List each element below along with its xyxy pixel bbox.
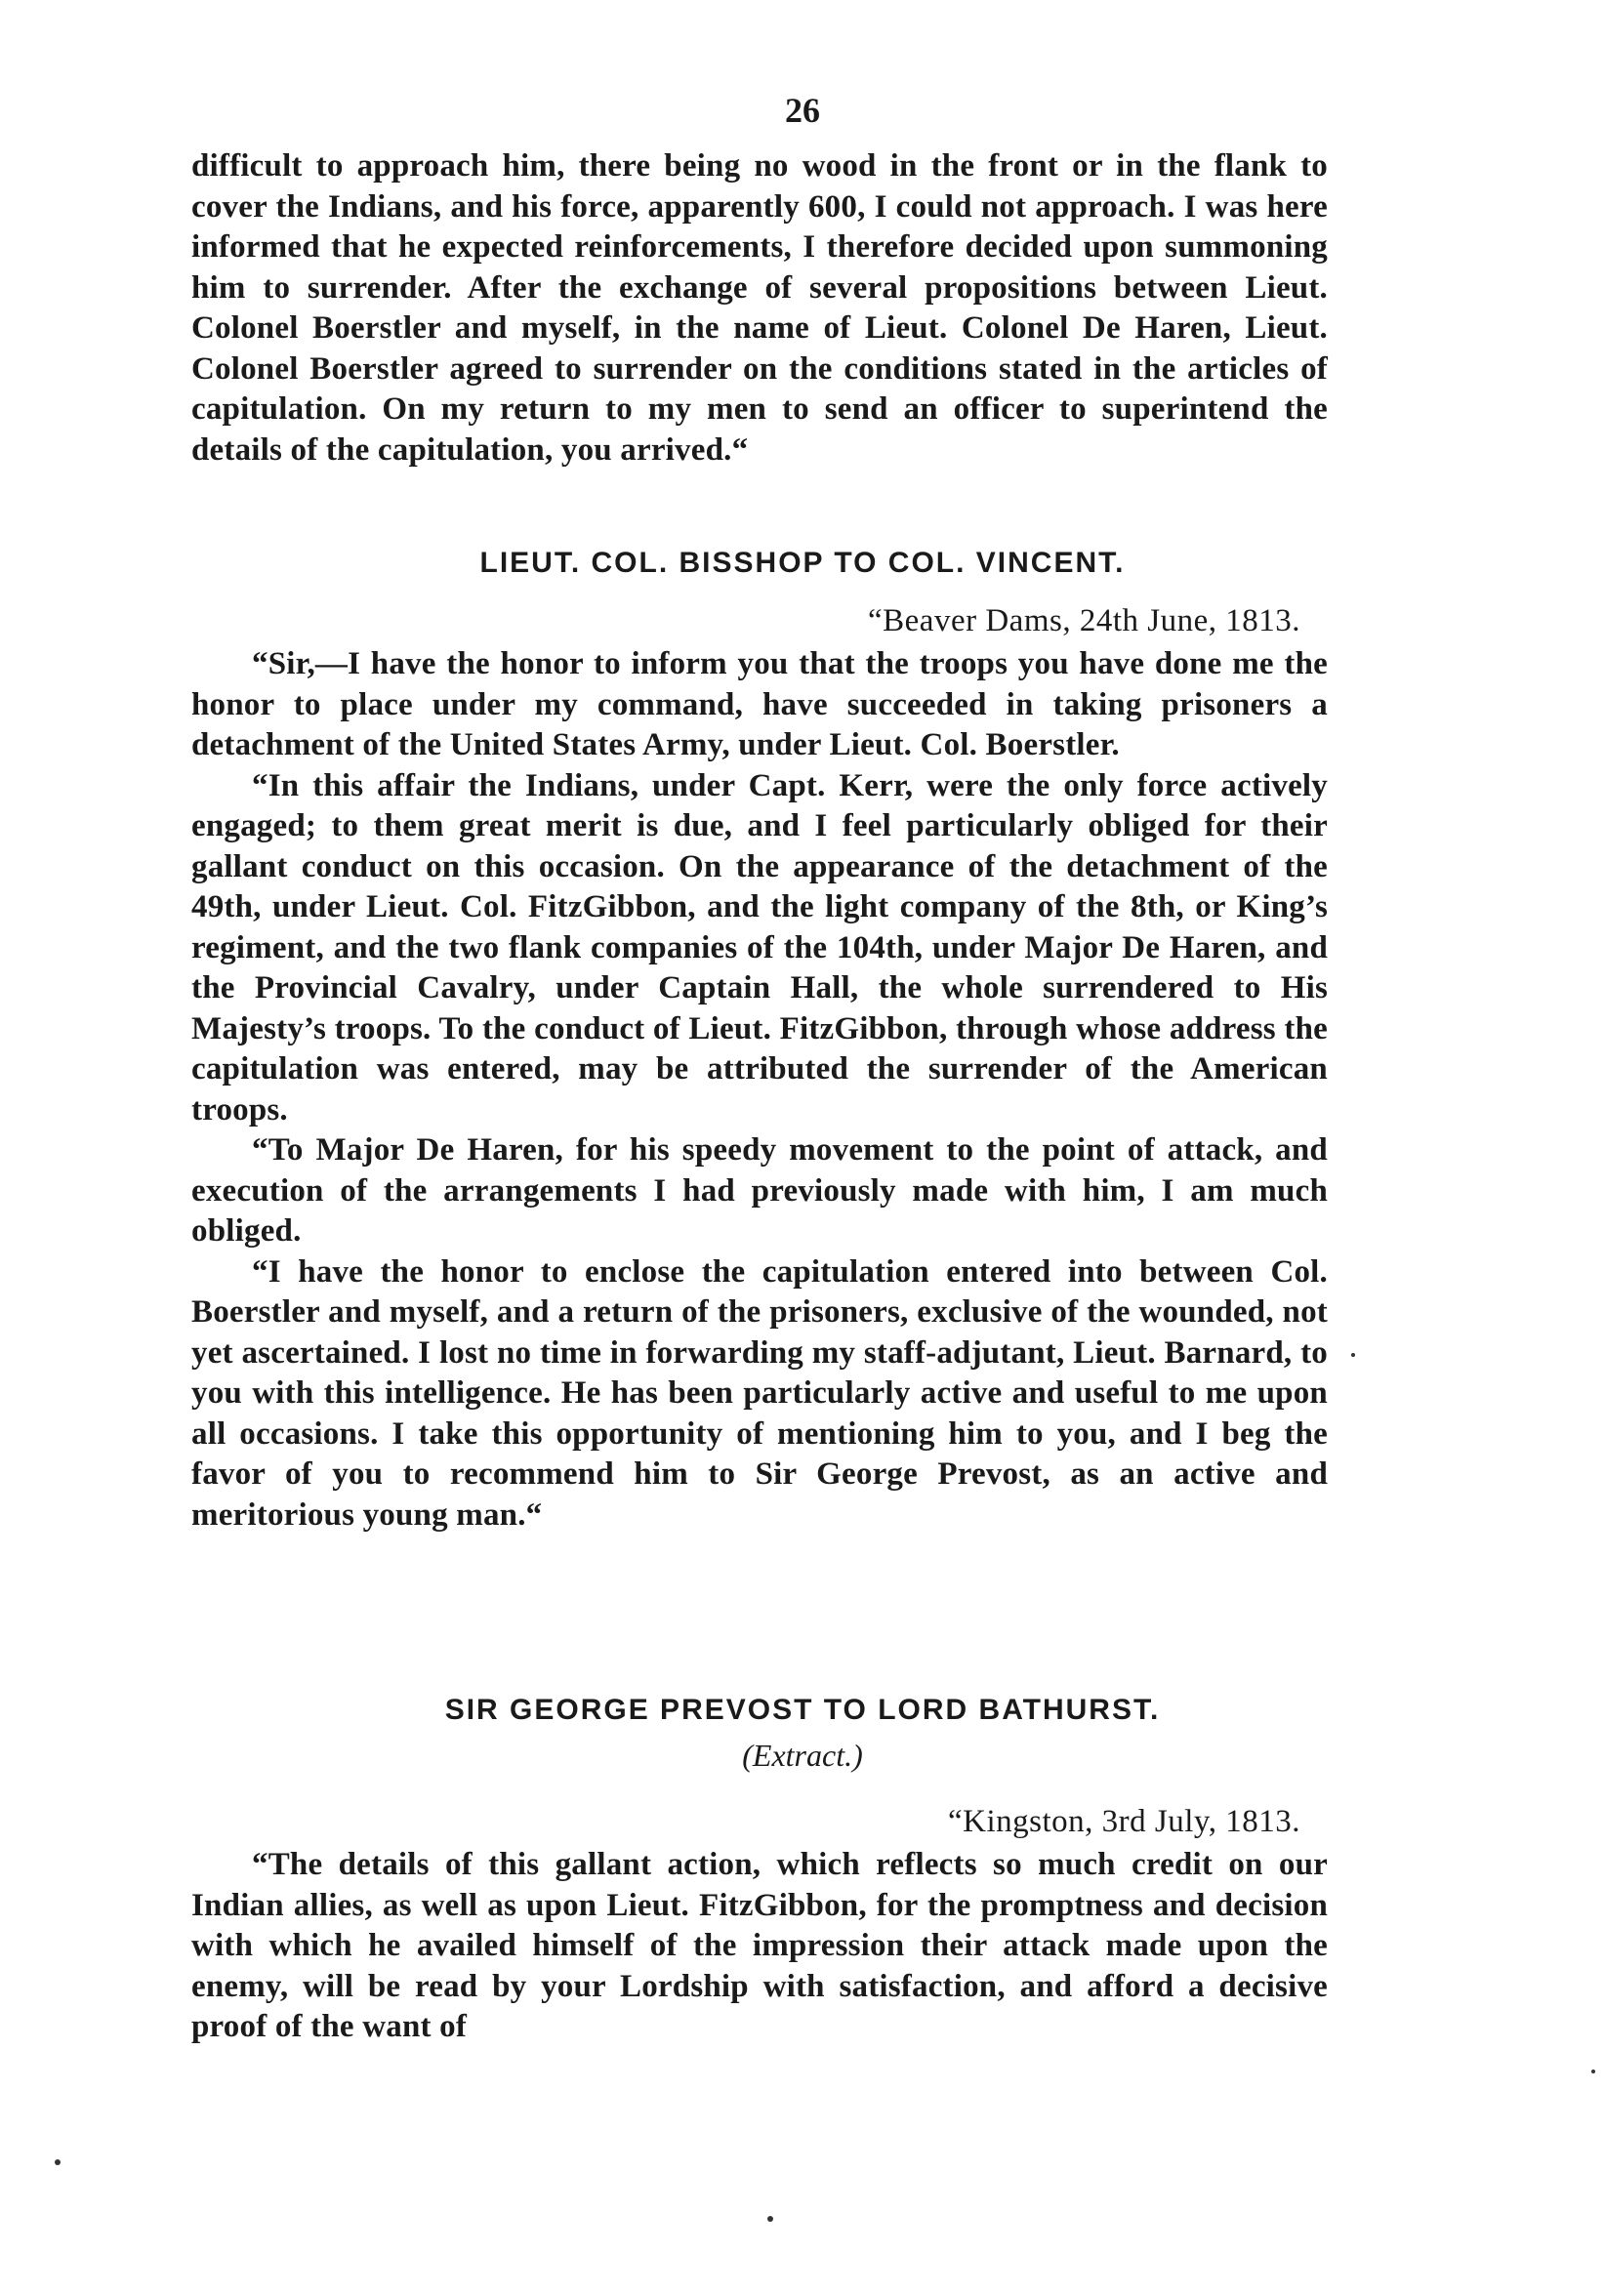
letter1-body	[191, 644, 1328, 1536]
scan-speck	[55, 2159, 61, 2165]
letter2-heading: SIR GEORGE PREVOST TO LORD BATHURST.	[444, 1694, 1161, 1726]
letter1-paragraph-2: “In this affair the Indians, under Capt. Kerr, were the only force actively engaged; to them great merit is due, and I feel particularly obliged for their gallant conduct on this occasion. On the appearance of the detachment of the 49th, under Lieut. Col. FitzGibbon, and the light company of the 8th, or King’s regiment, and the two flank companies of the 104th, under Major De Haren, and the Provincial Cavalry, under Captain Hall, the whole surrendered to His Majesty’s troops. To the conduct of Lieut. FitzGibbon, through whose address the capitulation was entered, may be attributed the surrender of the American troops.	[191, 767, 1328, 1128]
scan-speck	[767, 2216, 773, 2222]
letter1-heading: LIEUT. COL. BISSHOP TO COL. VINCENT.	[479, 547, 1126, 579]
scan-speck	[1351, 1353, 1355, 1357]
letter1-paragraph-3: “To Major De Haren, for his speedy movement to the point of attack, and execution of the arrangements I had previously made with him, I am much obliged.	[191, 1132, 1328, 1249]
letter1-paragraph-1: “Sir,—I have the honor to inform you that the troops you have done me the honor to place under my command, have succeeded in taking prisoners a detachment of the United States Army, under Lieut. Col. Boerstler.	[191, 646, 1328, 762]
opening-paragraph-block	[191, 146, 1328, 471]
letter2-subheading: (Extract.)	[742, 1738, 863, 1773]
letter2-paragraph: “The details of this gallant action, which reflects so much credit on our Indian allies, as well as upon Lieut. FitzGibbon, for the promptness and decision with which he availed himself of the impression their attack made upon the enemy, will be read by your Lordship with satisfaction, and afford a decisive proof of the want of	[191, 1847, 1328, 2044]
letter1-paragraph-4: “I have the honor to enclose the capitulation entered into between Col. Boerstler and myself, and a return of the prisoners, exclusive of the wounded, not yet ascertained. I lost no time in forwarding my staff-adjutant, Lieut. Barnard, to you with this intelligence. He has been particularly active and useful to me upon all occasions. I take this opportunity of mentioning him to you, and I beg the favor of you to recommend him to Sir George Prevost, as an active and meritorious young man.“	[191, 1253, 1328, 1533]
letter2-dateline: “Kingston, 3rd July, 1813.	[947, 1804, 1300, 1839]
scan-speck	[1591, 2070, 1595, 2073]
letter1-dateline: “Beaver Dams, 24th June, 1813.	[868, 603, 1300, 638]
page-number: 26	[785, 91, 820, 130]
opening-paragraph: difficult to approach him, there being no wood in the front or in the flank to cover the Indians, and his force, apparently 600, I could not approach. I was here informed that he expected reinforcements, I therefore decided upon summoning him to surrender. After the exchange of several propositions between Lieut. Colonel Boerstler and myself, in the name of Lieut. Colonel De Haren, Lieut. Colonel Boerstler agreed to surrender on the conditions stated in the articles of capitulation. On my return to my men to send an officer to superintend the details of the capitulation, you arrived.“	[191, 148, 1328, 468]
letter2-body	[191, 1845, 1328, 2048]
